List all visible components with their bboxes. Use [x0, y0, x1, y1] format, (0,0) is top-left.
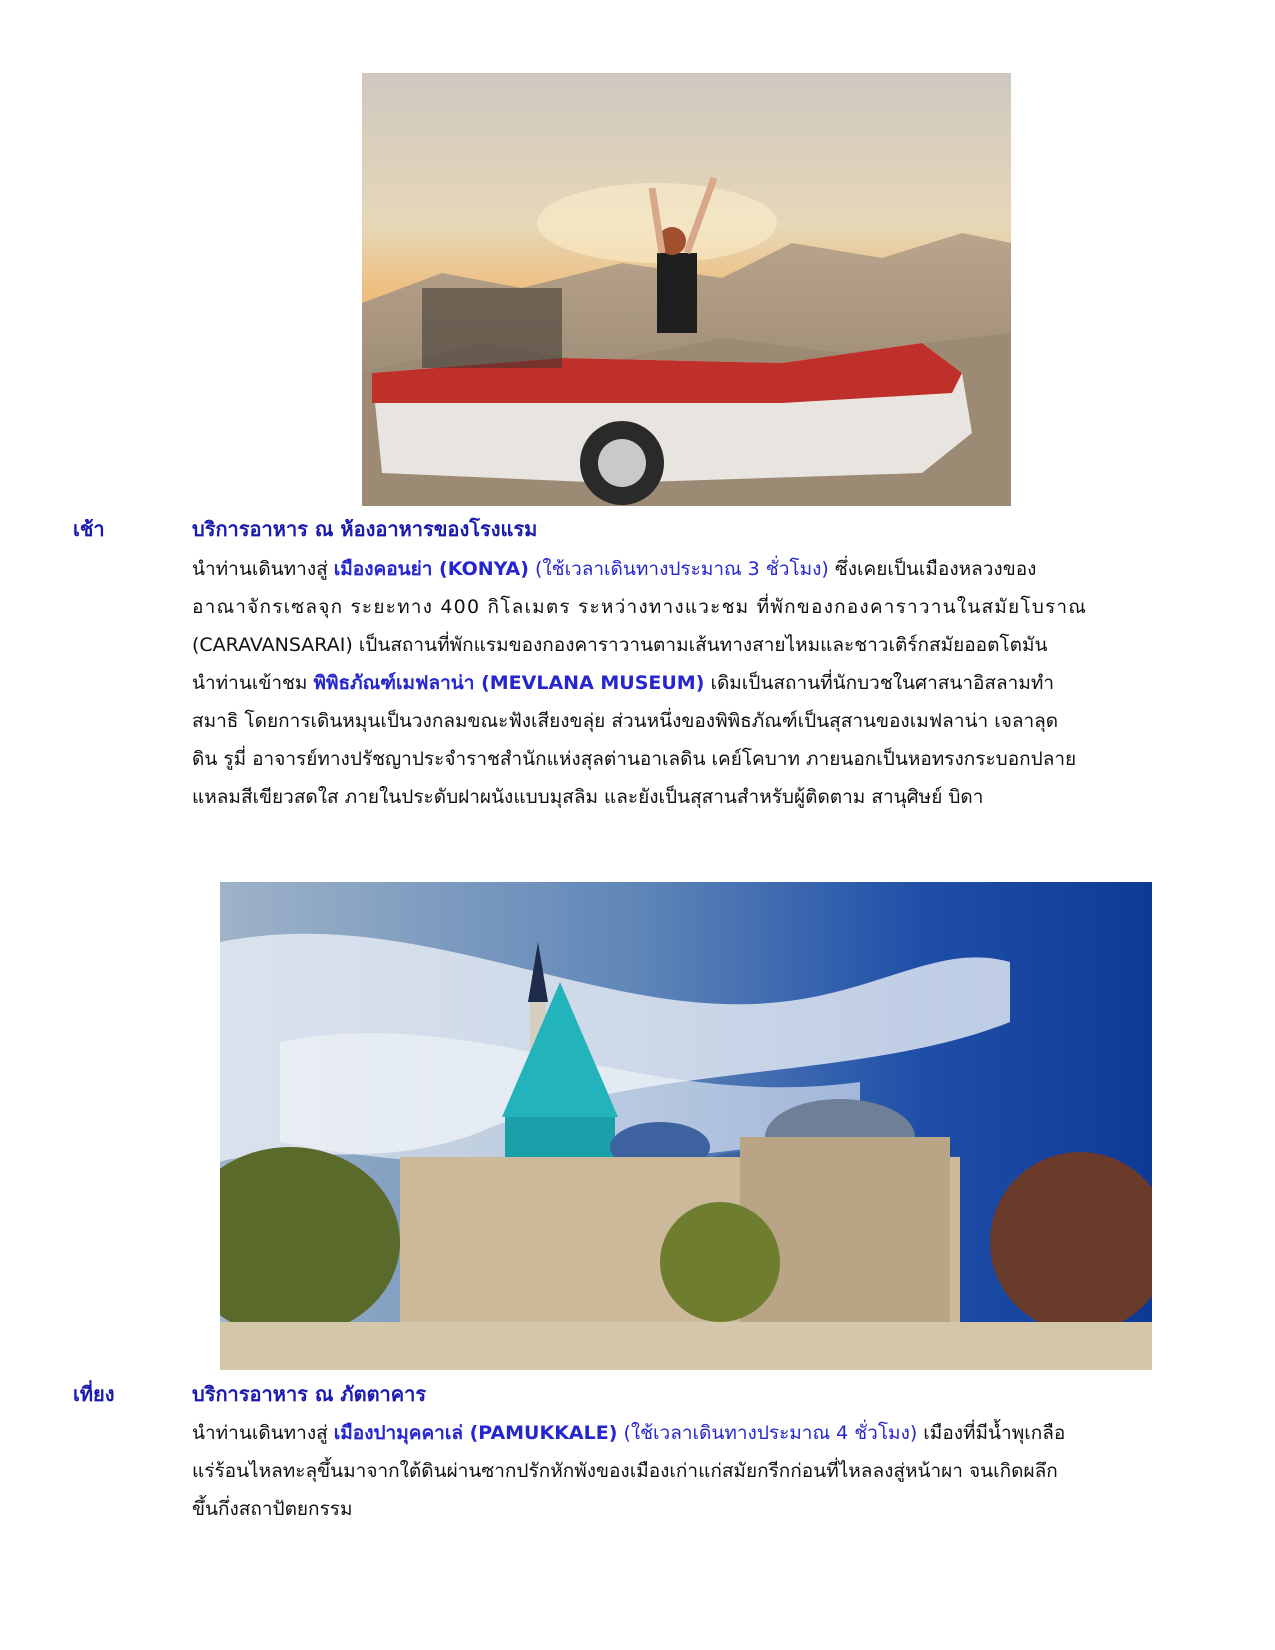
meal-heading-noon: บริการอาหาร ณ ภัตตาคาร	[192, 1382, 427, 1406]
text-segment: นำท่านเข้าชม	[192, 672, 314, 694]
time-label-noon: เที่ยง	[73, 1382, 115, 1406]
travel-time: (ใช้เวลาเดินทางประมาณ 3 ชั่วโมง)	[528, 558, 829, 580]
photo-vintage-car	[362, 73, 1011, 506]
text-line	[192, 664, 1192, 702]
text-line: สมาธิ โดยการเดินหมุนเป็นวงกลมขณะฟังเสียงขลุ่ย ส่วนหนึ่งของพิพิธภัณฑ์เป็นสุสานของเมฟลาน่า เจลาลุด	[192, 710, 1059, 732]
text-line: ดิน รูมี่ อาจารย์ทางปรัชญาประจำราชสำนักแห่งสุลต่านอาเลดิน เคย์โคบาท ภายนอกเป็นหอทรงกระบอกปลาย	[192, 748, 1077, 770]
text-line: ขึ้นกึ่งสถาปัตยกรรม	[192, 1498, 353, 1520]
text-segment: เมืองที่มีน้ำพุเกลือ	[917, 1422, 1066, 1444]
text-line	[192, 550, 1192, 588]
text-line: แหลมสีเขียวสดใส ภายในประดับฝาผนังแบบมุสลิม และยังเป็นสุสานสำหรับผู้ติดตาม สานุศิษย์ บิดา	[192, 786, 984, 808]
paragraph-konya	[192, 550, 1192, 664]
text-segment: เดิมเป็นสถานที่นักบวชในศาสนาอิสลามทำ	[704, 672, 1055, 694]
travel-time: (ใช้เวลาเดินทางประมาณ 4 ชั่วโมง)	[617, 1422, 918, 1444]
place-name-pamukkale: เมืองปามุคคาเล่ (PAMUKKALE)	[333, 1422, 618, 1444]
paragraph-pamukkale	[192, 1414, 1192, 1528]
meal-heading-morning: บริการอาหาร ณ ห้องอาหารของโรงแรม	[192, 517, 538, 541]
text-line: (CARAVANSARAI) เป็นสถานที่พักแรมของกองคาราวานตามเส้นทางสายไหมและชาวเติร์กสมัยออตโตมัน	[192, 634, 1048, 656]
text-line: แร่ร้อนไหลทะลุขึ้นมาจากใต้ดินผ่านซากปรักหักพังของเมืองเก่าแก่สมัยกรีกก่อนที่ไหลลงสู่หน้าผา จนเกิดผลึก	[192, 1460, 1058, 1482]
text-line	[192, 1414, 1192, 1452]
text-line: อาณาจักรเซลจุก ระยะทาง 400 กิโลเมตร ระหว่างทางแวะชม ที่พักของกองคาราวานในสมัยโบราณ	[192, 596, 1088, 618]
text-segment: นำท่านเดินทางสู่	[192, 1422, 334, 1444]
text-segment: ซึ่งเคยเป็นเมืองหลวงของ	[828, 558, 1037, 580]
place-name-mevlana: พิพิธภัณฑ์เมฟลาน่า (MEVLANA MUSEUM)	[313, 672, 705, 694]
paragraph-mevlana	[192, 664, 1192, 816]
time-label-morning: เช้า	[73, 517, 105, 541]
photo-mevlana-museum	[220, 882, 1152, 1370]
place-name-konya: เมืองคอนย่า (KONYA)	[333, 558, 529, 580]
text-segment: นำท่านเดินทางสู่	[192, 558, 334, 580]
